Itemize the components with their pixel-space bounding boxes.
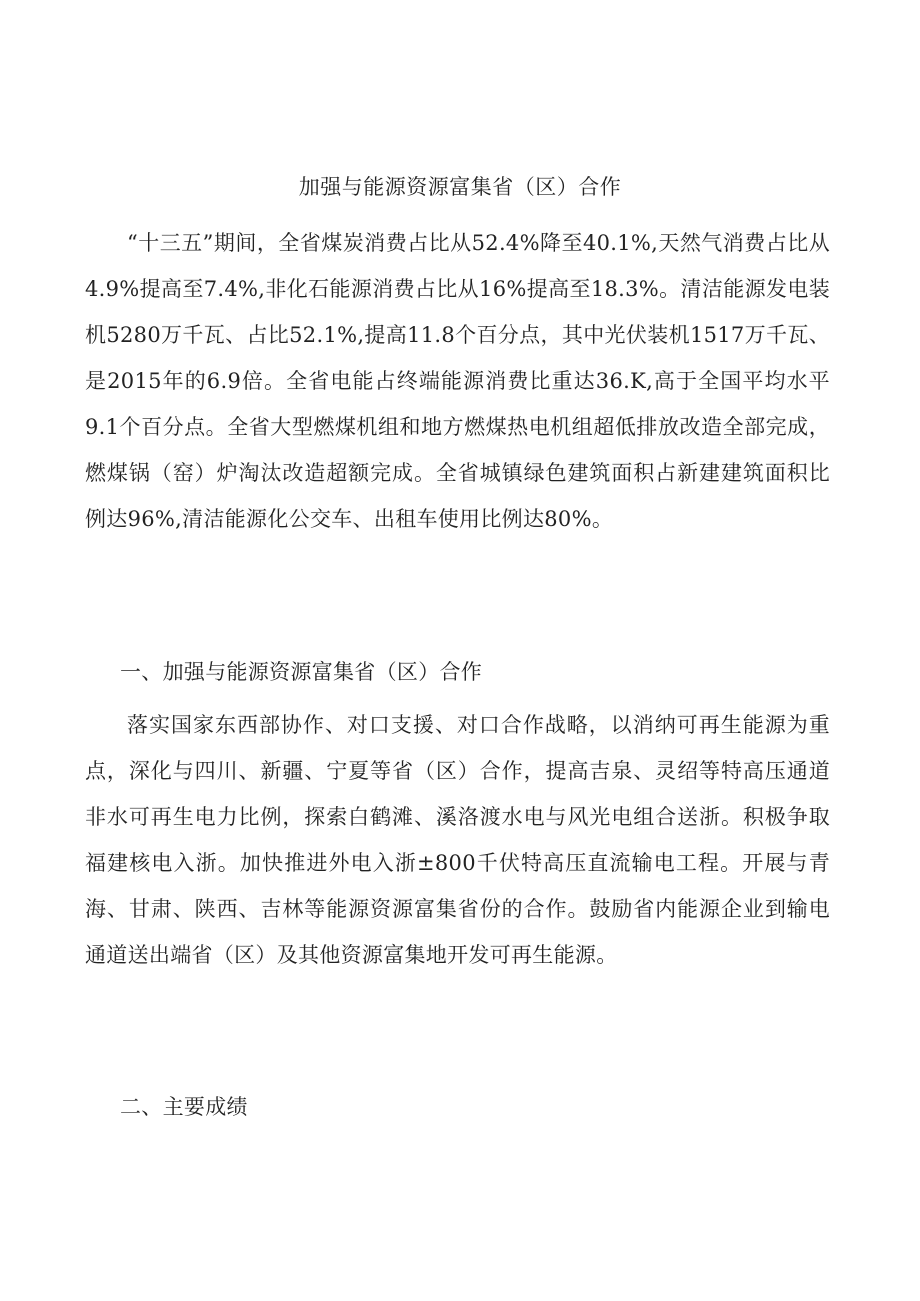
document-title: 加强与能源资源富集省（区）合作 (298, 175, 622, 199)
intro-paragraph: “十三五”期间，全省煤炭消费占比从52.4%降至40.1%,天然气消费占比从4.9%提高至7.4%,非化石能源消费占比从16%提高至18.3%。清洁能源发电装机5280万千瓦、占比52.1%,提高11.8个百分点，其中光伏装机1517万千瓦、是2015年的6.9倍。全省电能占终端能源消费比重达36.K,高于全国平均水平9.1个百分点。全省大型燃煤机组和地方燃煤热电机组超低排放改造全部完成，燃煤锅（窑）炉淘汰改造超额完成。全省城镇绿色建筑面积占新建建筑面积比例达96%,清洁能源化公交车、出租车使用比例达80%。 (85, 231, 830, 531)
section-1-paragraph: 落实国家东西部协作、对口支援、对口合作战略，以消纳可再生能源为重点，深化与四川、新疆、宁夏等省（区）合作，提高吉泉、灵绍等特高压通道非水可再生电力比例，探索白鹤滩、溪洛渡水电与风光电组合送浙。积极争取福建核电入浙。加快推进外电入浙±800千伏特高压直流输电工程。开展与青海、甘肃、陕西、吉林等能源资源富集省份的合作。鼓励省内能源企业到输电通道送出端省（区）及其他资源富集地开发可再生能源。 (85, 713, 830, 967)
section-2-heading: 二、主要成绩 (120, 1095, 248, 1119)
section-1-heading: 一、加强与能源资源富集省（区）合作 (120, 660, 483, 684)
